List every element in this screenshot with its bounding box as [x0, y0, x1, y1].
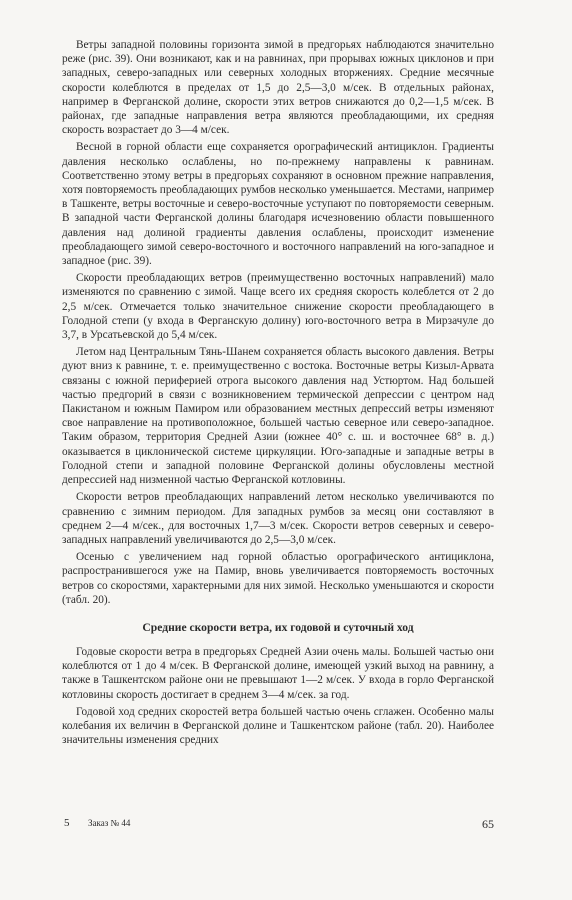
paragraph-annual-speeds: Годовые скорости ветра в предгорьях Средней Азии очень малы. Большей частью они колеблются от 1 до 4 м/сек. В Ферганской долине, имеющей узкий выход на равнину, а также в Ташкентском районе они не превышают 1—2 м/сек. У входа в горло Ферганской котловины скорость достигает в среднем 3—4 м/сек. за год.	[62, 645, 494, 701]
paragraph-summer-high-pressure: Летом над Центральным Тянь-Шанем сохраняется область высокого давления. Ветры дуют вниз к равнине, т. е. преимущественно с востока. Восточные ветры Кизыл-Арвата связаны с южной периферией отрога высокого давления над Устюртом. Над большей частью предгорий в связи с возникновением термической депрессии с центром над Пакистаном и южным Памиром или образованием местных депрессий ветры изменяют свое направление на противоположное, большей частью северное или северо-западное. Таким образом, территория Средней Азии (южнее 40° с. ш. и восточнее 68° в. д.) оказывается в циклонической системе циркуляции. Юго-западные и западные ветры в Голодной степи и западной половине Ферганской долины обусловлены местной депрессией над низменной частью Ферганской котловины.	[62, 346, 494, 487]
section-heading: Средние скорости ветра, их годовой и суточный ход	[142, 620, 414, 634]
paragraph-winter-west-winds: Ветры западной половины горизонта зимой в предгорьях наблюдаются значительно реже (рис. 39). Они возникают, как и на равнинах, при прорывах южных циклонов и при западных, северо-западных или северных холодных вторжениях. Средние месячные скорости колеблются в пределах от 1,5 до 2,5—3,0 м/сек. В отдельных районах, например в Ферганской долине, скорости этих ветров снижаются до 0,2—1,5 м/сек. В районах, где западные направления ветра являются преобладающими, их средняя скорость возрастает до 3—4 м/сек.	[62, 39, 494, 137]
paragraph-spring-anticyclone: Весной в горной области еще сохраняется орографический антициклон. Градиенты давления несколько ослаблены, но по-прежнему направлены к равнинам. Соответственно этому ветры в предгорьях сохраняют в основном прежние направления, хотя повторяемость преобладающих румбов несколько уменьшается. Местами, например в Ташкенте, ветры восточные и северо-восточные уступают по повторяемости северным. В западной части Ферганской долины благодаря исчезновению области повышенного давления над долиной градиенты давления ослаблены, происходит изменение преобладающего зимой северо-восточного и восточного направлений на юго-западное и западное (рис. 39).	[62, 141, 494, 268]
page-text-column	[62, 38, 494, 747]
signature-mark: 5	[64, 817, 70, 829]
page-number: 65	[482, 817, 494, 831]
paragraph-annual-course: Годовой ход средних скоростей ветра большей частью очень сглажен. Особенно малы колебания их величин в Ферганской долине и Ташкентском районе (табл. 20). Наиболее значительны изменения средних	[62, 705, 494, 747]
paragraph-summer-speeds: Скорости ветров преобладающих направлений летом несколько увеличиваются по сравнению с зимним периодом. Для западных румбов за месяц они составляют в среднем 2—4 м/сек., для восточных 1,7—3 м/сек. Скорости ветров северных и северо-западных направлений увеличиваются до 2,5—3,0 м/сек.	[62, 491, 494, 546]
order-label: Заказ № 44	[88, 818, 131, 828]
paragraph-autumn: Осенью с увеличением над горной областью орографического антициклона, распространившегося уже на Памир, вновь увеличивается повторяемость восточных ветров со скоростями, характерными для них зимой. Несколько уменьшаются и скорости (табл. 20).	[62, 551, 494, 606]
page-footer	[64, 817, 494, 833]
paragraph-spring-speeds: Скорости преобладающих ветров (преимущественно восточных направлений) мало изменяются по сравнению с зимой. Чаще всего их средняя скорость колеблется от 2 до 2,5 м/сек. Отмечается только значительное снижение скорости преобладающего в Голодной степи (у входа в Ферганскую долину) юго-восточного ветра в Мирзачуле до 3,7, в Урсатьевской до 5,4 м/сек.	[62, 272, 494, 342]
